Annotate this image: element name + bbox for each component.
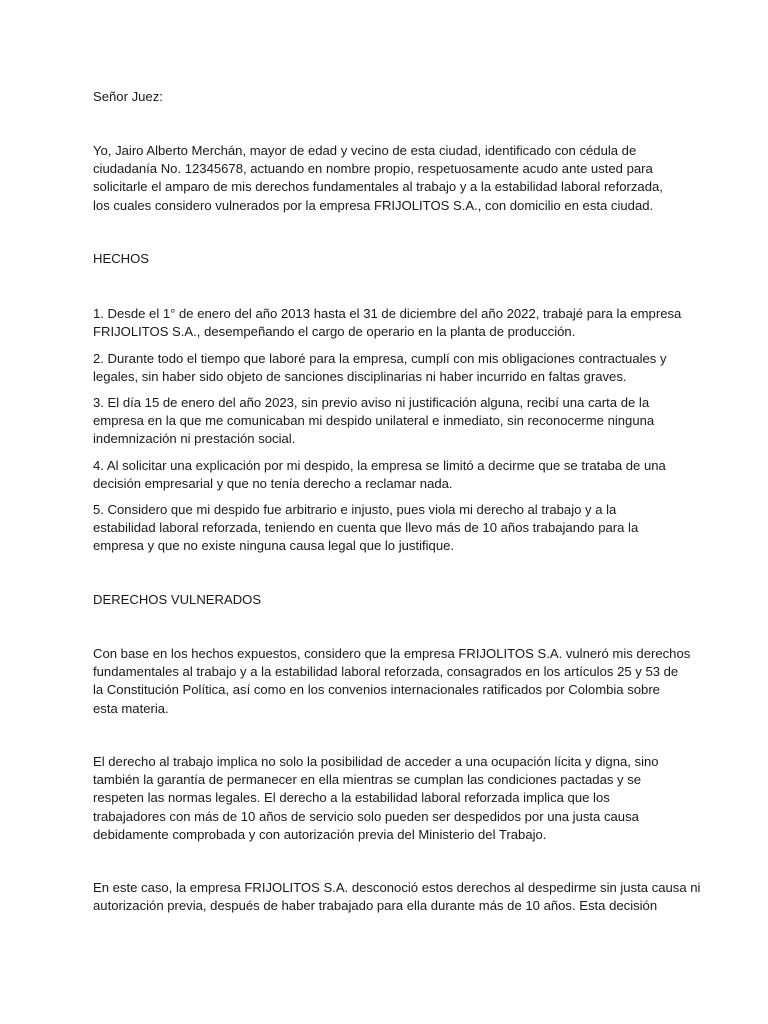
hecho-item-1 bbox=[93, 305, 683, 341]
text-line: fundamentales al trabajo y a la estabilidad laboral reforzada, consagrados en los artículos 25 y 53 de bbox=[93, 664, 679, 680]
text-line: FRIJOLITOS S.A., desempeñando el cargo de operario en la planta de producción. bbox=[93, 324, 576, 340]
text-line: decisión empresarial y que no tenía derecho a reclamar nada. bbox=[93, 476, 453, 492]
text-line: solicitarle el amparo de mis derechos fundamentales al trabajo y a la estabilidad laboral reforzada, bbox=[93, 179, 663, 195]
text-line: empresa y que no existe ninguna causa legal que lo justifique. bbox=[93, 538, 455, 554]
hecho-item-4 bbox=[93, 457, 683, 493]
text-line: ciudadanía No. 12345678, actuando en nombre propio, respetuosamente acudo ante usted para bbox=[93, 161, 653, 177]
hechos-heading bbox=[93, 250, 683, 268]
text-line: Yo, Jairo Alberto Merchán, mayor de edad y vecino de esta ciudad, identificado con cédula de bbox=[93, 143, 637, 158]
derechos-paragraph-2 bbox=[93, 753, 683, 844]
text-line: empresa en la que me comunicaban mi despido unilateral e inmediato, sin reconocerme ninguna bbox=[93, 413, 655, 429]
text-line: 5. Considero que mi despido fue arbitrario e injusto, pues viola mi derecho al trabajo y a la bbox=[93, 502, 617, 517]
text-line: En este caso, la empresa FRIJOLITOS S.A. desconoció estos derechos al despedirme sin justa causa ni bbox=[93, 880, 701, 895]
hecho-item-3 bbox=[93, 394, 683, 449]
text-line: El derecho al trabajo implica no solo la posibilidad de acceder a una ocupación lícita y digna, sino bbox=[93, 754, 659, 769]
text-line: trabajadores con más de 10 años de servicio solo pueden ser despedidos por una justa causa bbox=[93, 808, 639, 824]
text-line: respeten las normas legales. El derecho a la estabilidad laboral reforzada implica que los bbox=[93, 790, 610, 806]
text-line: 4. Al solicitar una explicación por mi despido, la empresa se limitó a decirme que se trataba de una bbox=[93, 458, 666, 473]
text-line: esta materia. bbox=[93, 700, 169, 716]
text-line: Con base en los hechos expuestos, considero que la empresa FRIJOLITOS S.A. vulneró mis derechos bbox=[93, 646, 691, 661]
text-line: autorización previa, después de haber trabajado para ella durante más de 10 años. Esta decisión bbox=[93, 898, 658, 914]
derechos-paragraph-1 bbox=[93, 645, 691, 718]
text-line: 1. Desde el 1° de enero del año 2013 hasta el 31 de diciembre del año 2022, trabajé para la empresa bbox=[93, 306, 682, 321]
text-line: 2. Durante todo el tiempo que laboré para la empresa, cumplí con mis obligaciones contractuales y bbox=[93, 351, 667, 366]
text-line: estabilidad laboral reforzada, teniendo en cuenta que llevo más de 10 años trabajando para la bbox=[93, 520, 639, 536]
salutation-line: Señor Juez: bbox=[93, 89, 163, 104]
intro-paragraph bbox=[93, 142, 683, 215]
derechos-paragraph-3 bbox=[93, 879, 701, 915]
section-heading: HECHOS bbox=[93, 251, 150, 266]
text-line: legales, sin haber sido objeto de sanciones disciplinarias ni haber incurrido en faltas graves. bbox=[93, 369, 627, 385]
text-line: la Constitución Política, así como en los convenios internacionales ratificados por Colombia sobre bbox=[93, 682, 660, 698]
section-heading: DERECHOS VULNERADOS bbox=[93, 592, 262, 607]
text-line: 3. El día 15 de enero del año 2023, sin previo aviso ni justificación alguna, recibí una carta de la bbox=[93, 395, 650, 410]
text-line: los cuales considero vulnerados por la empresa FRIJOLITOS S.A., con domicilio en esta ciudad. bbox=[93, 197, 654, 213]
text-line: también la garantía de permanecer en ella mientras se cumplan las condiciones pactadas y se bbox=[93, 772, 642, 788]
hecho-item-2 bbox=[93, 350, 683, 386]
text-line: indemnización ni prestación social. bbox=[93, 431, 296, 447]
text-line: debidamente comprobada y con autorización previa del Ministerio del Trabajo. bbox=[93, 826, 547, 842]
derechos-heading bbox=[93, 591, 683, 609]
hecho-item-5 bbox=[93, 501, 683, 556]
salutation bbox=[93, 88, 683, 106]
